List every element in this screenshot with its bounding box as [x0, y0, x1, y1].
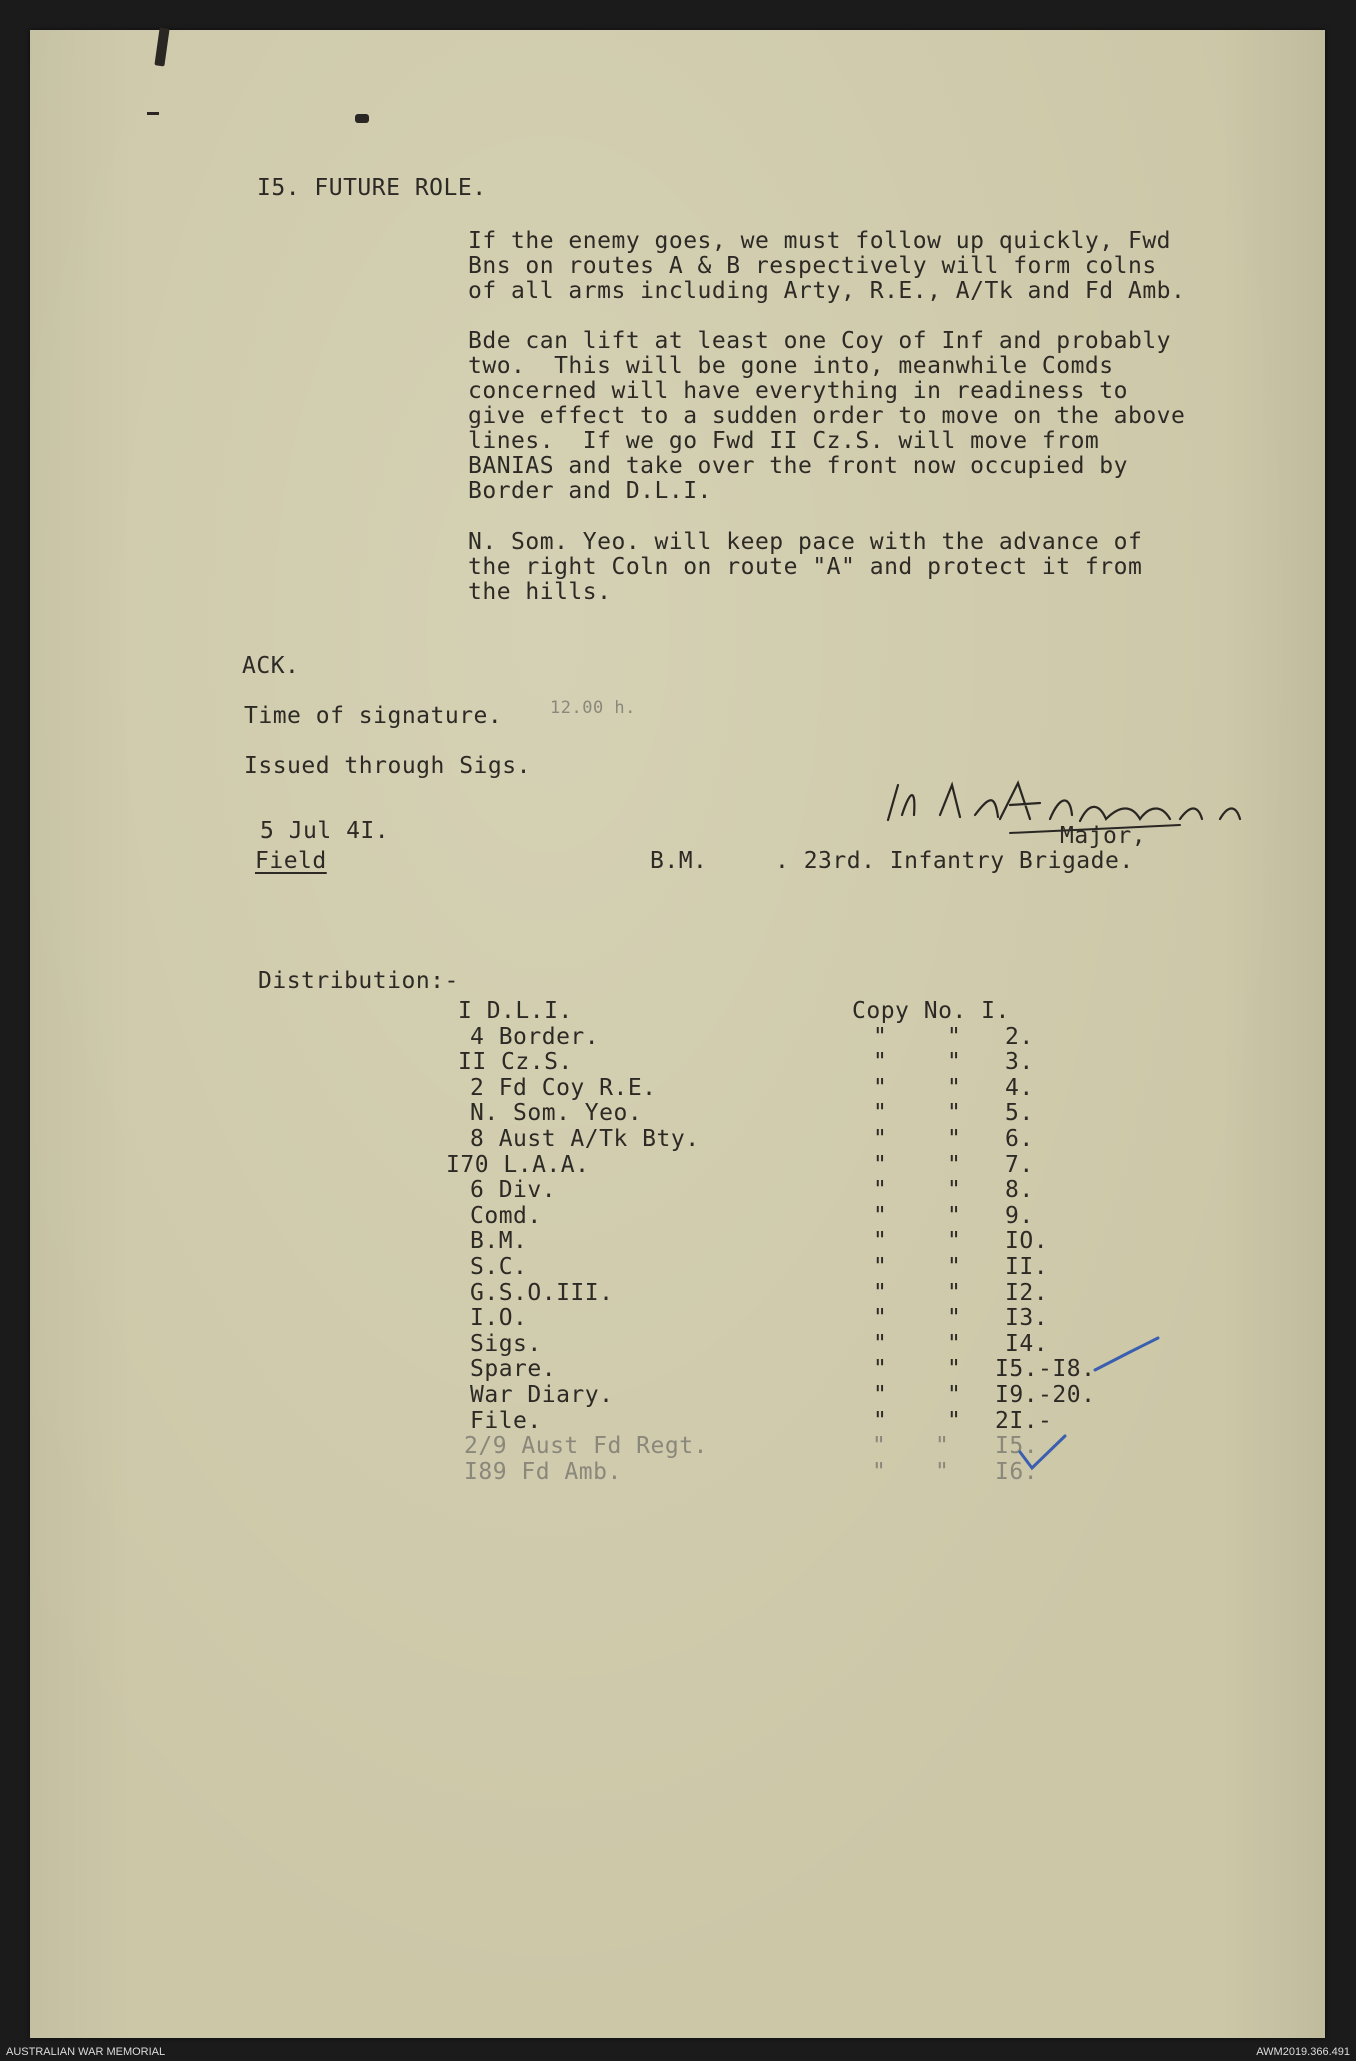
distribution-unit: 8 Aust A/Tk Bty. — [470, 1126, 700, 1152]
ditto-mark: " — [947, 1356, 962, 1383]
copy-number: 2I.- — [995, 1407, 1053, 1434]
distribution-unit: 2/9 Aust Fd Regt. — [464, 1433, 708, 1460]
ditto-mark: " — [947, 1254, 962, 1280]
distribution-unit: Spare. — [470, 1356, 557, 1383]
ditto-mark: " — [873, 1100, 888, 1127]
ditto-mark: " — [947, 1151, 962, 1178]
tear-mark — [154, 27, 169, 66]
copy-number: 5. — [1005, 1100, 1034, 1127]
ditto-mark: " — [947, 1382, 962, 1408]
ditto-mark: " — [947, 1023, 962, 1050]
time-of-signature-label: Time of signature. — [244, 703, 503, 729]
text-line: two. This will be gone into, meanwhile Comds — [468, 353, 1114, 379]
ink-spot — [355, 114, 369, 123]
copy-number: 7. — [1005, 1151, 1034, 1178]
place: Field — [255, 848, 327, 874]
copy-number: 4. — [1005, 1074, 1034, 1101]
ditto-mark: " — [873, 1305, 888, 1332]
ditto-mark: " — [872, 1458, 887, 1485]
footer-right: AWM2019.366.491 — [1256, 2046, 1350, 2058]
ditto-mark: " — [947, 1049, 962, 1076]
time-of-signature-value: 12.00 h. — [550, 698, 636, 718]
text-line: the right Coln on route "A" and protect it from — [468, 554, 1143, 580]
document-page — [30, 30, 1325, 2038]
ditto-mark: " — [947, 1279, 962, 1306]
copy-number: 8. — [1005, 1177, 1034, 1204]
ditto-mark: " — [935, 1458, 950, 1485]
ditto-mark: " — [873, 1382, 888, 1408]
text-line: the hills. — [468, 579, 612, 605]
footer-left: AUSTRALIAN WAR MEMORIAL — [6, 2046, 166, 2058]
ditto-mark: " — [947, 1202, 962, 1229]
text-line: concerned will have everything in readiness to — [468, 378, 1128, 404]
date: 5 Jul 4I. — [260, 818, 390, 844]
text-line: BANIAS and take over the front now occupied by — [468, 453, 1128, 479]
brigade-name: . 23rd. Infantry Brigade. — [775, 848, 1134, 874]
copy-number: I6. — [995, 1458, 1039, 1485]
distribution-unit: N. Som. Yeo. — [470, 1100, 643, 1127]
text-line: N. Som. Yeo. will keep pace with the advance of — [468, 529, 1143, 555]
copy-number: I4. — [1005, 1330, 1049, 1357]
copy-number: II. — [1005, 1254, 1049, 1280]
ditto-mark: " — [873, 1254, 888, 1280]
distribution-unit: S.C. — [470, 1254, 528, 1280]
distribution-unit: G.S.O.III. — [470, 1279, 614, 1306]
distribution-unit: I89 Fd Amb. — [464, 1458, 622, 1485]
distribution-unit: 6 Div. — [470, 1177, 557, 1204]
distribution-unit: 4 Border. — [470, 1023, 600, 1050]
ditto-mark: " — [873, 1126, 888, 1152]
ditto-mark: " — [947, 1074, 962, 1101]
ditto-mark: " — [873, 1407, 888, 1434]
ditto-mark: " — [873, 1279, 888, 1306]
distribution-unit: Comd. — [470, 1202, 542, 1229]
ditto-mark: " — [873, 1228, 888, 1255]
text-line: Bde can lift at least one Coy of Inf and probably — [468, 328, 1172, 354]
text-line: If the enemy goes, we must follow up quickly, Fwd — [468, 228, 1172, 254]
section-heading: I5. FUTURE ROLE. — [257, 175, 487, 201]
ditto-mark: " — [873, 1202, 888, 1229]
ditto-mark: " — [947, 1100, 962, 1127]
copy-number: 3. — [1005, 1049, 1034, 1076]
ditto-mark: " — [947, 1177, 962, 1204]
ditto-mark: " — [873, 1177, 888, 1204]
distribution-unit: I.O. — [470, 1305, 528, 1332]
copy-number: I3. — [1005, 1305, 1049, 1332]
text-line: Bns on routes A & B respectively will form colns — [468, 253, 1157, 279]
ditto-mark: " — [947, 1228, 962, 1255]
rank: Major, — [1060, 823, 1147, 849]
ditto-mark: " — [947, 1126, 962, 1152]
copy-number: IO. — [1005, 1228, 1049, 1255]
copy-number: 2. — [1005, 1023, 1034, 1050]
copy-number: I2. — [1005, 1279, 1049, 1306]
distribution-unit: 2 Fd Coy R.E. — [470, 1074, 657, 1101]
copy-number: 6. — [1005, 1126, 1034, 1152]
copy-number: I9.-20. — [995, 1382, 1096, 1408]
issued-through-label: Issued through Sigs. — [244, 753, 531, 779]
ditto-mark: " — [873, 1151, 888, 1178]
ditto-mark: " — [873, 1356, 888, 1383]
distribution-unit: War Diary. — [470, 1382, 614, 1408]
ack-label: ACK. — [242, 653, 300, 679]
ditto-mark: " — [935, 1433, 950, 1460]
ditto-mark: " — [947, 1330, 962, 1357]
checkmark-icon — [1090, 1330, 1170, 1390]
copy-number: I5. — [995, 1433, 1039, 1460]
checkmark-icon — [1010, 1430, 1080, 1480]
ditto-mark: " — [873, 1023, 888, 1050]
text-line: give effect to a sudden order to move on the above — [468, 403, 1186, 429]
text-line: of all arms including Arty, R.E., A/Tk and Fd Amb. — [468, 278, 1186, 304]
copy-number: I5.-I8. — [995, 1356, 1096, 1383]
ditto-mark: " — [872, 1433, 887, 1460]
distribution-unit: File. — [470, 1407, 542, 1434]
distribution-unit: Sigs. — [470, 1330, 542, 1357]
ditto-mark: " — [873, 1074, 888, 1101]
ditto-mark: " — [873, 1330, 888, 1357]
ink-spot — [147, 112, 159, 115]
ditto-mark: " — [947, 1407, 962, 1434]
distribution-unit: B.M. — [470, 1228, 528, 1255]
ditto-mark: " — [873, 1049, 888, 1076]
copy-no-header: Copy No. I. — [852, 998, 1010, 1024]
distribution-unit: II Cz.S. — [458, 1049, 573, 1076]
text-line: Border and D.L.I. — [468, 478, 712, 504]
ditto-mark: " — [947, 1305, 962, 1332]
distribution-label: Distribution:- — [258, 968, 459, 994]
bm-label: B.M. — [650, 848, 708, 874]
copy-number: 9. — [1005, 1202, 1034, 1229]
distribution-unit: I70 L.A.A. — [446, 1151, 590, 1178]
text-line: lines. If we go Fwd II Cz.S. will move from — [468, 428, 1100, 454]
distribution-unit: I D.L.I. — [458, 998, 573, 1024]
